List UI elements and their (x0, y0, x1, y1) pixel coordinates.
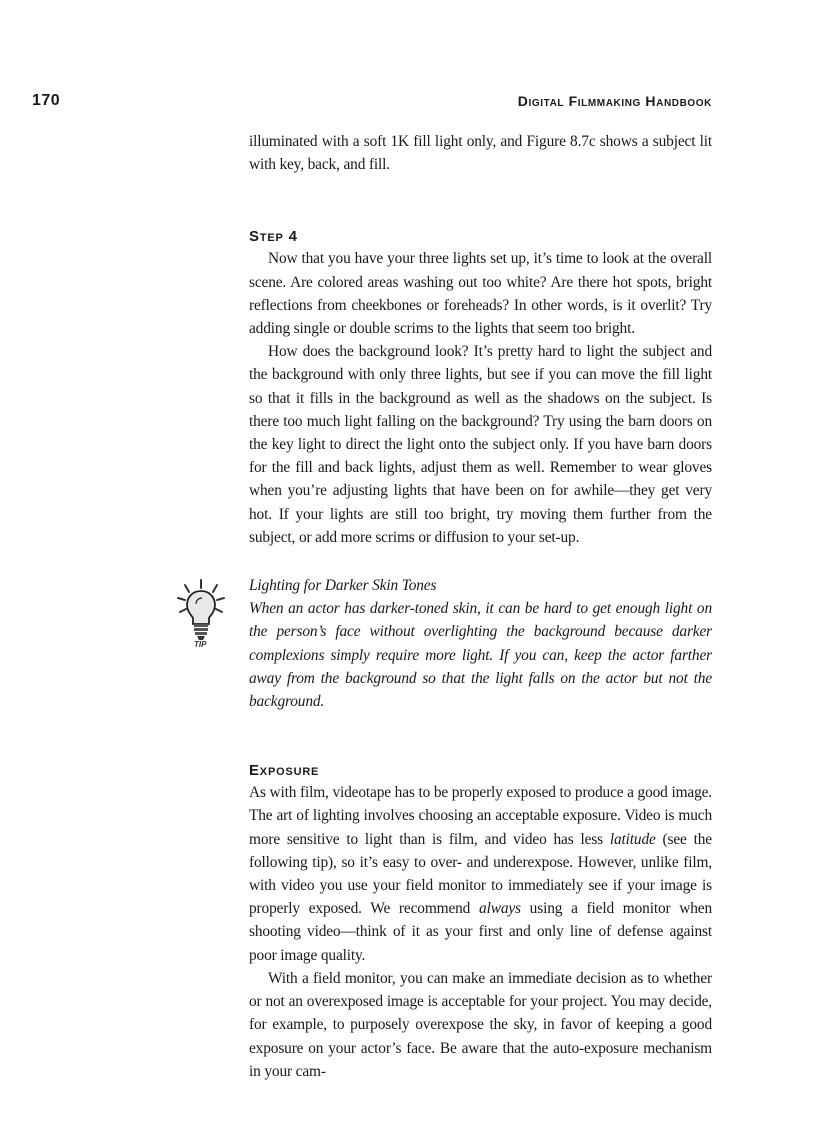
intro-paragraph: illuminated with a soft 1K fill light only, and Figure 8.7c shows a subject lit with key, back, and fill. (249, 133, 712, 174)
running-header-title: Digital Filmmaking Handbook (517, 93, 712, 109)
tip-body: When an actor has darker-toned skin, it can be hard to get enough light on the person’s face without overlighting the background because darker complexions simply require more light. If you can, keep the actor farther away from the background so that the light falls on the actor but not the background. (249, 600, 712, 711)
exposure-heading: Exposure (249, 762, 320, 780)
step-4-paragraph-1: Now that you have your three lights set up, it’s time to look at the overall scene. Are colored areas washing out too white? Are there hot spots, bright reflections from cheekbones or foreheads? In other words, is it overlit? Try adding single or double scrims to the lights that seem too bright. (249, 250, 712, 338)
step-4-heading: Step 4 (249, 228, 298, 246)
tip-box (249, 574, 712, 713)
page-body (249, 130, 712, 1083)
exposure-text-1: As with film, videotape has to be properly exposed to produce a good image. The art of lighting involves choosing an acceptable exposure. Video is much more sensitive to light than is film, and video has less (249, 784, 712, 848)
exposure-text-2: (see the following tip), so it’s easy to over- and underexpose. However, unlike film, with video you use your field monitor to immediately see if your image is properly exposed. We recommend (249, 830, 712, 918)
tip-label: TIP (194, 640, 207, 649)
exposure-text-3: using a field monitor when shooting video—think of it as your first and only line of defense against poor image quality. (249, 900, 712, 964)
latitude-term: latitude (609, 830, 656, 848)
page-number: 170 (32, 92, 61, 109)
exposure-paragraph-1 (249, 781, 712, 967)
tip-title: Lighting for Darker Skin Tones (249, 577, 437, 595)
step-4-paragraph-2: How does the background look? It’s pretty hard to light the subject and the background with only three lights, but see if you can move the fill light so that it fills in the background as well as the shadows on the subject. Is there too much light falling on the background? Try using the barn doors on the key light to direct the light onto the subject only. If you have barn doors for the fill and back lights, adjust them as well. Remember to wear gloves when you’re adjusting lights that have been on for awhile—they get very hot. If your lights are still too bright, try moving them further from the subject, or add more scrims or diffusion to your set-up. (249, 343, 712, 546)
exposure-paragraph-2: With a field monitor, you can make an immediate decision as to whether or not an overexposed image is acceptable for your project. You may decide, for example, to purposely overexpose the sky, in favor of keeping a good exposure on your actor’s face. Be aware that the auto-exposure mechanism in your cam- (249, 969, 712, 1080)
always-emphasis: always (479, 900, 521, 918)
